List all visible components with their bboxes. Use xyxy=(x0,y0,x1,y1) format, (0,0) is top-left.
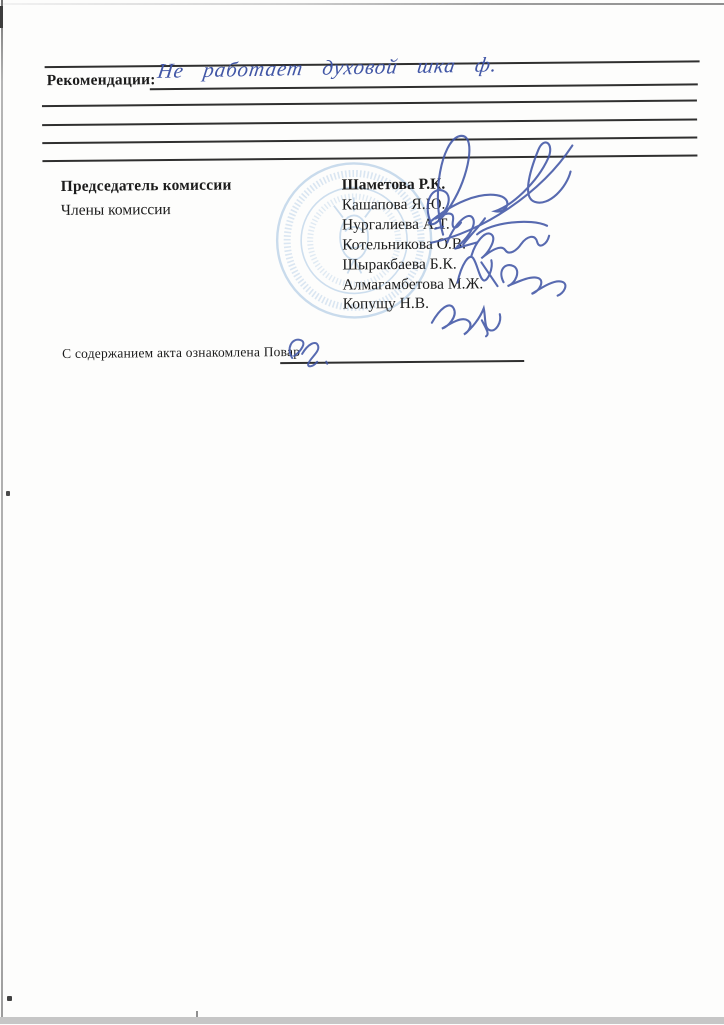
ruled-line xyxy=(42,99,697,106)
signature-chairman xyxy=(428,135,573,243)
member-name: Копущу Н.В. xyxy=(342,295,429,313)
member-name: Нургалиева А.Т. xyxy=(341,215,450,234)
signature-kotelnikova xyxy=(471,222,549,259)
members-label: Члены комиссии xyxy=(60,201,171,219)
member-name: Кашапова Я.Ю. xyxy=(341,195,446,214)
signature-cook xyxy=(282,332,346,373)
ruled-line xyxy=(150,83,698,89)
chairman-name: Шаметова Р.К. xyxy=(341,175,446,194)
member-name: Алмагамбетова М.Ж. xyxy=(342,274,484,294)
chairman-label: Председатель комиссии xyxy=(60,176,232,195)
signature-shyrakbaeva xyxy=(457,257,497,287)
signature-almagambetova xyxy=(501,265,565,297)
acknowledgement-text: С содержанием акта ознакомлена Повар xyxy=(62,343,301,361)
member-name: Шыракбаева Б.К. xyxy=(342,255,457,274)
ink-signatures xyxy=(330,121,632,354)
handwritten-recommendation: Не работает духовой шка ф. xyxy=(156,52,500,83)
member-name: Котельникова О.В. xyxy=(342,235,467,254)
signature-kopushchu xyxy=(432,305,501,337)
recommendations-label: Рекомендации: xyxy=(46,71,156,90)
